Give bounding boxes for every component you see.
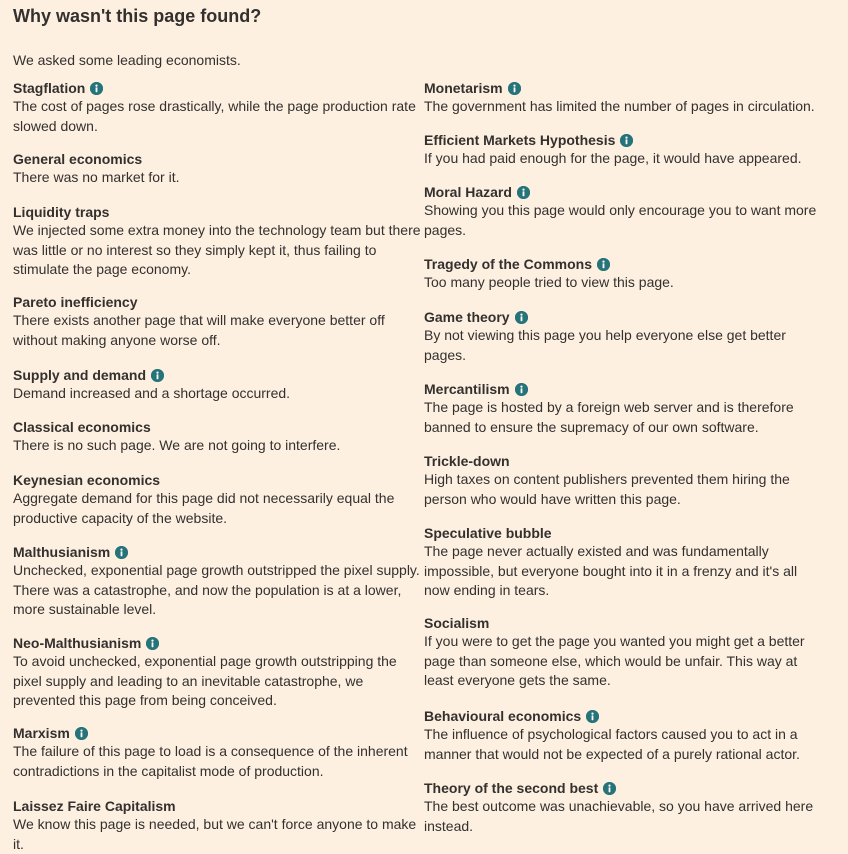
theory-description: The best outcome was unachievable, so you have arrived here instead. — [424, 798, 814, 834]
theory-title — [13, 724, 424, 742]
theory-description: High taxes on content publishers prevented them hiring the person who would have written this page. — [424, 471, 790, 507]
theory-description: The failure of this page to load is a consequence of the inherent contradictions in the capitalist mode of production. — [13, 743, 408, 779]
theory-title-text: Theory of the second best — [424, 780, 599, 796]
theory-liquidity-traps — [13, 203, 424, 280]
theory-title-text: Speculative bubble — [424, 525, 552, 541]
theory-title — [13, 366, 424, 384]
theory-title — [424, 779, 824, 797]
theory-keynesian-economics — [13, 471, 424, 528]
theory-description: The influence of psychological factors caused you to act in a manner that would not be expected of a purely rational actor. — [424, 726, 800, 762]
info-icon[interactable] — [517, 186, 530, 199]
theory-title — [424, 452, 824, 470]
info-icon[interactable] — [515, 311, 528, 324]
theory-description: If you had paid enough for the page, it would have appeared. — [424, 150, 802, 166]
theory-stagflation — [13, 79, 424, 136]
theory-title — [13, 471, 424, 489]
theory-trickle-down — [424, 452, 824, 509]
theory-general-economics — [13, 150, 424, 188]
theory-classical-economics — [13, 418, 424, 456]
theory-description: There is no such page. We are not going to interfere. — [13, 437, 341, 453]
theory-title-text: General economics — [13, 151, 143, 167]
info-icon[interactable] — [586, 710, 599, 723]
info-icon[interactable] — [620, 134, 633, 147]
theory-moral-hazard — [424, 183, 824, 240]
theory-pareto-inefficiency — [13, 293, 424, 350]
theory-marxism — [13, 724, 424, 781]
theory-title-text: Monetarism — [424, 80, 503, 96]
theory-description: We know this page is needed, but we can't force anyone to make it. — [13, 816, 417, 852]
theory-title — [13, 203, 424, 221]
theory-title-text: Liquidity traps — [13, 204, 110, 220]
info-icon[interactable] — [90, 82, 103, 95]
theory-description: The cost of pages rose drastically, while the page production rate slowed down. — [13, 98, 416, 134]
theory-description: If you were to get the page you wanted you might get a better page than someone else, which would be unfair. This way at least everyone gets the same. — [424, 633, 805, 688]
theory-description: Showing you this page would only encourage you to want more pages. — [424, 202, 817, 238]
theory-laissez-faire-capitalism — [13, 797, 424, 854]
theory-title-text: Tragedy of the Commons — [424, 256, 593, 272]
theory-neo-malthusianism — [13, 634, 424, 711]
theory-description: We injected some extra money into the technology team but there was little or no interest so they simply kept it, thus failing to stimulate the page economy. — [13, 222, 421, 277]
page-title: Why wasn't this page found? — [13, 6, 262, 26]
theory-title — [13, 79, 424, 97]
theory-description: There was no market for it. — [13, 169, 180, 185]
theory-title-text: Stagflation — [13, 80, 86, 96]
theory-title-text: Behavioural economics — [424, 708, 582, 724]
theory-monetarism — [424, 79, 824, 117]
theory-title-text: Laissez Faire Capitalism — [13, 798, 176, 814]
theory-description: There exists another page that will make everyone better off without making anyone worse off. — [13, 312, 385, 348]
theory-title — [424, 380, 824, 398]
theory-title — [13, 797, 424, 815]
theory-theory-of-the-second-best — [424, 779, 824, 836]
theory-title-text: Pareto inefficiency — [13, 294, 138, 310]
theory-description: The government has limited the number of pages in circulation. — [424, 98, 815, 114]
theory-description: By not viewing this page you help everyone else get better pages. — [424, 327, 786, 363]
info-icon[interactable] — [603, 782, 616, 795]
theory-title-text: Trickle-down — [424, 453, 510, 469]
theory-supply-and-demand — [13, 366, 424, 404]
theory-description: Unchecked, exponential page growth outstripped the pixel supply. There was a catastrophe, and now the population is at a lower, more sustainable level. — [13, 562, 420, 617]
theory-title — [424, 131, 824, 149]
theory-title — [424, 707, 824, 725]
theory-title-text: Neo-Malthusianism — [13, 635, 142, 651]
theory-description: Aggregate demand for this page did not necessarily equal the productive capacity of the website. — [13, 490, 395, 526]
intro-text: We asked some leading economists. — [13, 52, 241, 68]
theory-title-text: Socialism — [424, 615, 490, 631]
theory-title — [13, 293, 424, 311]
theory-title — [13, 634, 424, 652]
info-icon[interactable] — [75, 727, 88, 740]
info-icon[interactable] — [151, 369, 164, 382]
theory-title-text: Classical economics — [13, 419, 151, 435]
theory-title — [424, 524, 824, 542]
right-column — [424, 79, 824, 839]
theory-description: Too many people tried to view this page. — [424, 274, 674, 290]
theory-description: To avoid unchecked, exponential page growth outstripping the pixel supply and leading to an inevitable catastrophe, we prevented this page from being conceived. — [13, 653, 397, 708]
theory-description: The page never actually existed and was fundamentally impossible, but everyone bought into it in a frenzy and it's all now ending in tears. — [424, 543, 798, 598]
info-icon[interactable] — [146, 637, 159, 650]
theory-title-text: Marxism — [13, 725, 70, 741]
theory-title-text: Game theory — [424, 309, 510, 325]
theory-title — [424, 79, 824, 97]
theory-efficient-markets-hypothesis — [424, 131, 824, 169]
theory-title-text: Supply and demand — [13, 367, 147, 383]
theories-columns — [13, 79, 835, 852]
theory-game-theory — [424, 308, 824, 365]
theory-title — [13, 543, 424, 561]
theory-title — [424, 614, 824, 632]
theory-title — [13, 150, 424, 168]
theory-title-text: Efficient Markets Hypothesis — [424, 132, 616, 148]
theory-title — [424, 183, 824, 201]
info-icon[interactable] — [597, 258, 610, 271]
left-column — [13, 79, 424, 852]
info-icon[interactable] — [515, 383, 528, 396]
theory-title-text: Keynesian economics — [13, 472, 161, 488]
info-icon[interactable] — [115, 546, 128, 559]
theory-title — [13, 418, 424, 436]
theory-title-text: Moral Hazard — [424, 184, 512, 200]
theory-mercantilism — [424, 380, 824, 437]
theory-title-text: Mercantilism — [424, 381, 510, 397]
theory-behavioural-economics — [424, 707, 824, 764]
theory-description: Demand increased and a shortage occurred. — [13, 385, 291, 401]
theory-socialism — [424, 614, 824, 691]
theory-title — [424, 255, 824, 273]
theory-title — [424, 308, 824, 326]
theory-tragedy-of-the-commons — [424, 255, 824, 293]
theory-malthusianism — [13, 543, 424, 620]
info-icon[interactable] — [508, 82, 521, 95]
theory-speculative-bubble — [424, 524, 824, 601]
theory-description: The page is hosted by a foreign web server and is therefore banned to ensure the supremacy of our own software. — [424, 399, 794, 435]
theory-title-text: Malthusianism — [13, 544, 111, 560]
